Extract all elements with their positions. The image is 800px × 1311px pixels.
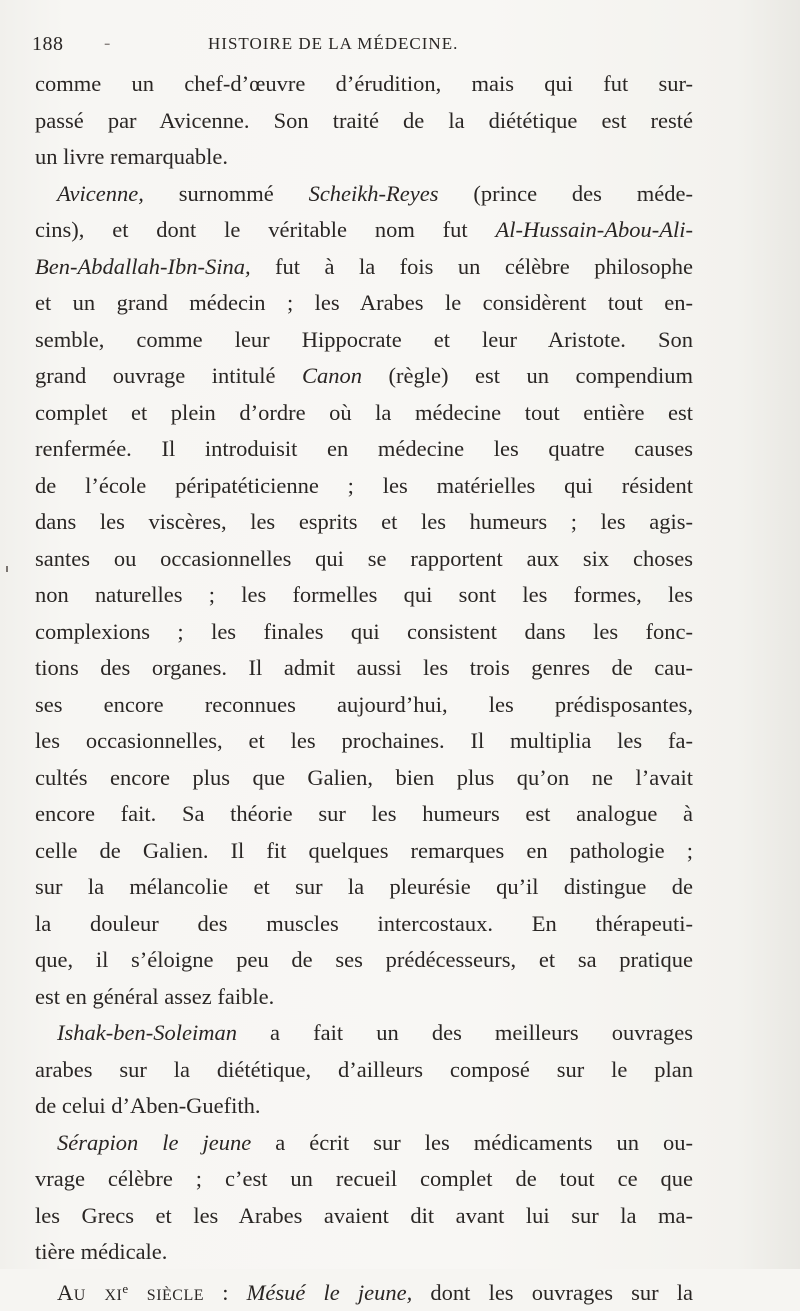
text-run: la douleur des muscles intercostaux. En thérapeuti- (35, 910, 693, 936)
text-line (35, 942, 693, 979)
italic-name: Scheikh-Reyes (308, 180, 439, 206)
text-line (35, 212, 693, 249)
text-line (35, 1271, 693, 1308)
text-line (35, 139, 693, 176)
text-line (35, 833, 693, 870)
text-line (35, 906, 693, 943)
page-header (32, 33, 692, 59)
text-line (35, 285, 693, 322)
text-run: que, il s’éloigne peu de ses prédécesseurs, et sa pratique (35, 947, 693, 972)
margin-mark (6, 566, 8, 572)
text-line (35, 1198, 693, 1235)
text-line (35, 249, 693, 286)
text-run: surnommé (143, 180, 309, 206)
text-run: est en général assez faible. (35, 983, 275, 1009)
text-line (35, 468, 693, 505)
body-text (35, 66, 693, 1307)
text-run: grand ouvrage intitulé (35, 363, 302, 388)
text-line (35, 687, 693, 724)
text-run: passé par Avicenne. Son traité de la diététique est resté (35, 107, 693, 133)
text-run: dont les ouvrages sur la (412, 1279, 694, 1305)
text-run: santes ou occasionnelles qui se rapportent aux six choses (35, 545, 693, 571)
text-run: comme un chef-d’œuvre d’érudition, mais qui fut sur- (35, 71, 693, 96)
text-run: ses encore reconnues aujourd’hui, les prédisposantes, (35, 691, 693, 717)
text-line (35, 1125, 693, 1162)
text-run: non naturelles ; les formelles qui sont les formes, les (35, 582, 693, 607)
text-run: de l’école péripatéticienne ; les matérielles qui résident (35, 472, 693, 498)
text-run: un livre remarquable. (35, 144, 229, 169)
text-line (35, 176, 693, 213)
text-run: encore fait. Sa théorie sur les humeurs est analogue à (35, 801, 693, 826)
italic-name: Ben-Abdallah-Ibn-Sina, (35, 253, 251, 279)
italic-name: Al-Hussain-Abou-Ali- (495, 217, 693, 242)
text-run: fut à la fois un célèbre philosophe (250, 253, 693, 279)
text-line (35, 869, 693, 906)
text-run: a écrit sur les médicaments un ou- (251, 1129, 693, 1155)
text-line (35, 103, 693, 140)
text-run: de celui d’Aben-Guefith. (35, 1093, 261, 1118)
text-line (35, 979, 693, 1016)
text-line (35, 760, 693, 797)
text-line (35, 650, 693, 687)
text-run: a fait un des meilleurs ouvrages (236, 1020, 693, 1045)
text-line (35, 1052, 693, 1089)
superscript: e (122, 1280, 129, 1296)
text-run: complexions ; les finales qui consistent dans les fonc- (35, 618, 693, 644)
text-run: les Grecs et les Arabes avaient dit avant lui sur la ma- (35, 1202, 693, 1228)
text-line (35, 723, 693, 760)
text-line (35, 504, 693, 541)
text-line (35, 796, 693, 833)
running-title: HISTOIRE DE LA MÉDECINE. (208, 34, 459, 53)
small-caps-text: siècle (128, 1279, 205, 1305)
text-line (35, 66, 693, 103)
text-run: arabes sur la diététique, d’ailleurs composé sur le plan (35, 1056, 693, 1082)
text-run: celle de Galien. Il fit quelques remarques en pathologie ; (35, 837, 693, 863)
text-run: vrage célèbre ; c’est un recueil complet de tout ce que (35, 1166, 693, 1191)
italic-name: Avicenne, (57, 180, 144, 206)
text-run: renfermée. Il introduisit en médecine les quatre causes (35, 436, 693, 461)
italic-name: Sérapion le jeune (57, 1129, 252, 1155)
text-run: dans les viscères, les esprits et les humeurs ; les agis- (35, 509, 693, 534)
page-number: 188 (32, 33, 64, 55)
text-line (35, 577, 693, 614)
text-run: (règle) est un compendium (362, 363, 693, 388)
text-line (35, 395, 693, 432)
text-line (35, 322, 693, 359)
text-run: sur la mélancolie et sur la pleurésie qu’il distingue de (35, 874, 693, 899)
text-run: cultés encore plus que Galien, bien plus qu’on ne l’avait (35, 764, 693, 790)
text-line (35, 614, 693, 651)
text-line (35, 1234, 693, 1271)
italic-name: Ishak-ben-Soleiman (57, 1020, 237, 1045)
text-run: tière médicale. (35, 1239, 168, 1264)
text-run: tions des organes. Il admit aussi les trois genres de cau- (35, 655, 693, 680)
italic-name: Canon (301, 363, 362, 388)
small-caps-text: Au xi (57, 1279, 123, 1305)
text-line (35, 541, 693, 578)
text-run: les occasionnelles, et les prochaines. Il multiplia les fa- (35, 728, 693, 753)
text-line (35, 1088, 693, 1125)
text-run: (prince des méde- (438, 180, 694, 206)
text-line (35, 431, 693, 468)
text-run: cins), et dont le véritable nom fut (35, 217, 496, 242)
text-line (35, 358, 693, 395)
text-run: semble, comme leur Hippocrate et leur Aristote. Son (35, 326, 693, 352)
text-run: et un grand médecin ; les Arabes le considèrent tout en- (35, 290, 693, 315)
text-run: : (204, 1279, 247, 1305)
italic-name: Mésué le jeune, (246, 1279, 413, 1305)
text-run: complet et plein d’ordre où la médecine tout entière est (35, 399, 693, 425)
text-line (35, 1015, 693, 1052)
text-line (35, 1161, 693, 1198)
header-dash: - (104, 33, 111, 54)
